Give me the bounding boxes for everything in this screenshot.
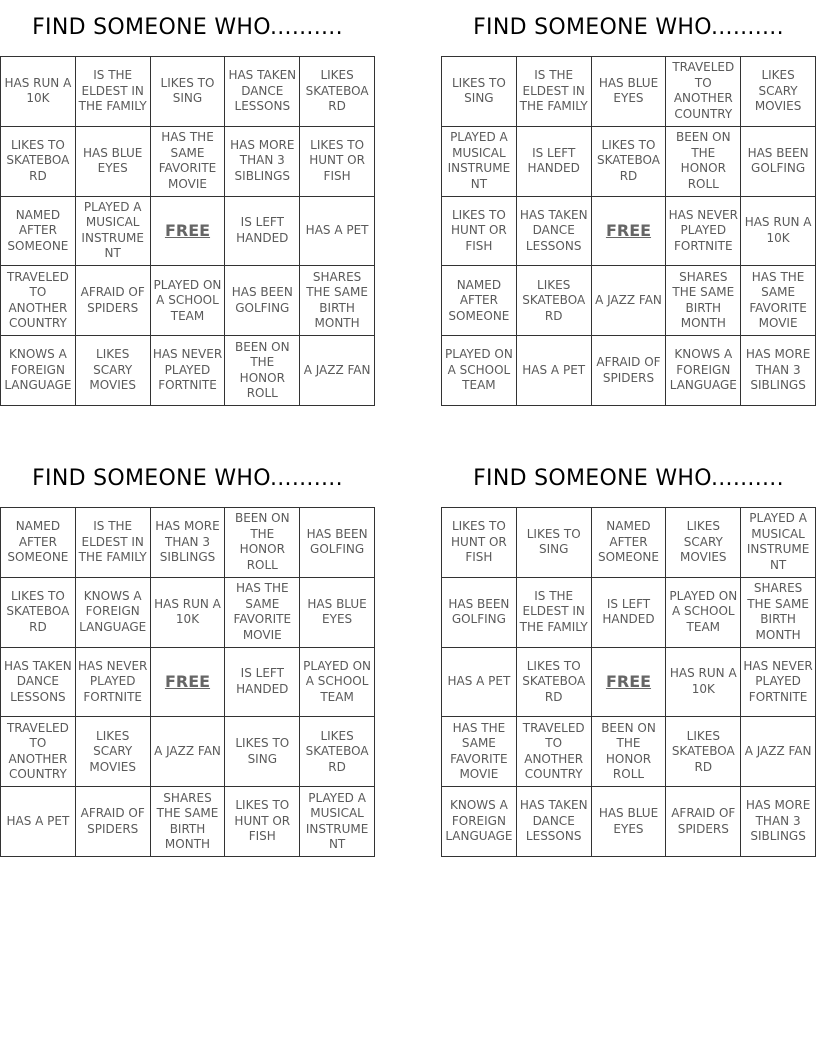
bingo-cell: LIKES TO HUNT OR FISH <box>225 787 300 857</box>
bingo-cell: KNOWS A FOREIGN LANGUAGE <box>666 336 741 406</box>
bingo-cell: HAS NEVER PLAYED FORTNITE <box>666 197 741 267</box>
bingo-cell: HAS MORE THAN 3 SIBLINGS <box>741 787 816 857</box>
bingo-cell: IS LEFT HANDED <box>592 578 667 648</box>
bingo-cell: HAS TAKEN DANCE LESSONS <box>517 197 592 267</box>
bingo-cell: HAS NEVER PLAYED FORTNITE <box>151 336 226 406</box>
bingo-cell: SHARES THE SAME BIRTH MONTH <box>741 578 816 648</box>
card-title: FIND SOMEONE WHO.......... <box>32 466 343 491</box>
bingo-cell: HAS TAKEN DANCE LESSONS <box>1 648 76 718</box>
bingo-cell: PLAYED A MUSICAL INSTRUMENT <box>300 787 375 857</box>
bingo-cell: KNOWS A FOREIGN LANGUAGE <box>1 336 76 406</box>
bingo-cell: KNOWS A FOREIGN LANGUAGE <box>442 787 517 857</box>
bingo-cell: LIKES SCARY MOVIES <box>741 57 816 127</box>
bingo-cell: LIKES TO SING <box>517 508 592 578</box>
bingo-cell: HAS THE SAME FAVORITE MOVIE <box>741 266 816 336</box>
card-title: FIND SOMEONE WHO.......... <box>32 15 343 40</box>
bingo-card-4 <box>441 451 816 857</box>
bingo-cell: HAS NEVER PLAYED FORTNITE <box>741 648 816 718</box>
bingo-cell: HAS RUN A 10K <box>151 578 226 648</box>
bingo-cell: AFRAID OF SPIDERS <box>76 266 151 336</box>
bingo-cell: PLAYED A MUSICAL INSTRUMENT <box>741 508 816 578</box>
bingo-cell: NAMED AFTER SOMEONE <box>1 197 76 267</box>
bingo-cell: TRAVELED TO ANOTHER COUNTRY <box>517 717 592 787</box>
bingo-cell: A JAZZ FAN <box>741 717 816 787</box>
bingo-cell: PLAYED ON A SCHOOL TEAM <box>300 648 375 718</box>
bingo-cell: LIKES TO HUNT OR FISH <box>300 127 375 197</box>
bingo-cell: PLAYED A MUSICAL INSTRUMENT <box>442 127 517 197</box>
bingo-cell: IS LEFT HANDED <box>225 197 300 267</box>
bingo-cell: HAS THE SAME FAVORITE MOVIE <box>225 578 300 648</box>
card-title: FIND SOMEONE WHO.......... <box>473 466 784 491</box>
bingo-card-1 <box>0 0 375 406</box>
bingo-cell: SHARES THE SAME BIRTH MONTH <box>666 266 741 336</box>
bingo-card-2 <box>441 0 816 406</box>
free-space-cell: FREE <box>592 197 667 267</box>
bingo-cell: IS THE ELDEST IN THE FAMILY <box>517 57 592 127</box>
bingo-cell: LIKES SCARY MOVIES <box>76 336 151 406</box>
bingo-cell: TRAVELED TO ANOTHER COUNTRY <box>1 266 76 336</box>
bingo-cell: BEEN ON THE HONOR ROLL <box>666 127 741 197</box>
bingo-cell: TRAVELED TO ANOTHER COUNTRY <box>666 57 741 127</box>
bingo-cell: LIKES TO SKATEBOARD <box>517 648 592 718</box>
bingo-cell: AFRAID OF SPIDERS <box>592 336 667 406</box>
bingo-cell: HAS BLUE EYES <box>76 127 151 197</box>
bingo-cell: LIKES SCARY MOVIES <box>666 508 741 578</box>
bingo-cell: LIKES TO HUNT OR FISH <box>442 197 517 267</box>
bingo-cell: LIKES TO SKATEBOARD <box>1 578 76 648</box>
bingo-cell: HAS BEEN GOLFING <box>225 266 300 336</box>
bingo-cell: HAS RUN A 10K <box>741 197 816 267</box>
bingo-cell: HAS MORE THAN 3 SIBLINGS <box>151 508 226 578</box>
bingo-cell: A JAZZ FAN <box>300 336 375 406</box>
bingo-cell: PLAYED A MUSICAL INSTRUMENT <box>76 197 151 267</box>
bingo-cell: HAS TAKEN DANCE LESSONS <box>225 57 300 127</box>
bingo-cell: PLAYED ON A SCHOOL TEAM <box>666 578 741 648</box>
bingo-cell: LIKES SKATEBOARD <box>300 57 375 127</box>
bingo-cell: BEEN ON THE HONOR ROLL <box>225 336 300 406</box>
bingo-cell: LIKES TO HUNT OR FISH <box>442 508 517 578</box>
bingo-cell: IS THE ELDEST IN THE FAMILY <box>76 57 151 127</box>
bingo-cell: NAMED AFTER SOMEONE <box>1 508 76 578</box>
bingo-cell: HAS THE SAME FAVORITE MOVIE <box>151 127 226 197</box>
free-space-cell: FREE <box>151 648 226 718</box>
bingo-cell: IS THE ELDEST IN THE FAMILY <box>517 578 592 648</box>
bingo-cell: HAS MORE THAN 3 SIBLINGS <box>741 336 816 406</box>
bingo-cell: LIKES TO SING <box>225 717 300 787</box>
bingo-grid <box>0 507 375 857</box>
bingo-cell: HAS MORE THAN 3 SIBLINGS <box>225 127 300 197</box>
bingo-cell: LIKES TO SING <box>442 57 517 127</box>
bingo-grid <box>441 56 816 406</box>
bingo-cell: HAS NEVER PLAYED FORTNITE <box>76 648 151 718</box>
bingo-cell: BEEN ON THE HONOR ROLL <box>592 717 667 787</box>
bingo-cell: HAS A PET <box>1 787 76 857</box>
bingo-cell: NAMED AFTER SOMEONE <box>442 266 517 336</box>
bingo-cell: LIKES SKATEBOARD <box>300 717 375 787</box>
bingo-cell: PLAYED ON A SCHOOL TEAM <box>442 336 517 406</box>
bingo-card-3 <box>0 451 375 857</box>
bingo-cell: LIKES SKATEBOARD <box>517 266 592 336</box>
bingo-cell: A JAZZ FAN <box>151 717 226 787</box>
bingo-cell: HAS THE SAME FAVORITE MOVIE <box>442 717 517 787</box>
free-space-cell: FREE <box>151 197 226 267</box>
bingo-grid <box>0 56 375 406</box>
bingo-cell: HAS BEEN GOLFING <box>741 127 816 197</box>
bingo-cell: HAS BLUE EYES <box>592 787 667 857</box>
free-space-cell: FREE <box>592 648 667 718</box>
bingo-cell: LIKES TO SKATEBOARD <box>592 127 667 197</box>
bingo-cell: IS THE ELDEST IN THE FAMILY <box>76 508 151 578</box>
bingo-cell: HAS TAKEN DANCE LESSONS <box>517 787 592 857</box>
bingo-cell: IS LEFT HANDED <box>225 648 300 718</box>
bingo-cell: HAS BLUE EYES <box>300 578 375 648</box>
bingo-cell: HAS A PET <box>517 336 592 406</box>
bingo-cell: PLAYED ON A SCHOOL TEAM <box>151 266 226 336</box>
bingo-cell: KNOWS A FOREIGN LANGUAGE <box>76 578 151 648</box>
bingo-cell: IS LEFT HANDED <box>517 127 592 197</box>
bingo-cell: SHARES THE SAME BIRTH MONTH <box>300 266 375 336</box>
bingo-cell: HAS BEEN GOLFING <box>442 578 517 648</box>
bingo-cell: BEEN ON THE HONOR ROLL <box>225 508 300 578</box>
bingo-cell: LIKES TO SKATEBOARD <box>1 127 76 197</box>
bingo-cell: HAS RUN A 10K <box>666 648 741 718</box>
card-title: FIND SOMEONE WHO.......... <box>473 15 784 40</box>
bingo-cell: HAS BEEN GOLFING <box>300 508 375 578</box>
bingo-cell: TRAVELED TO ANOTHER COUNTRY <box>1 717 76 787</box>
bingo-cell: A JAZZ FAN <box>592 266 667 336</box>
bingo-cell: HAS BLUE EYES <box>592 57 667 127</box>
bingo-cell: LIKES SCARY MOVIES <box>76 717 151 787</box>
bingo-cell: AFRAID OF SPIDERS <box>76 787 151 857</box>
bingo-cell: NAMED AFTER SOMEONE <box>592 508 667 578</box>
bingo-cell: LIKES SKATEBOARD <box>666 717 741 787</box>
bingo-cell: HAS A PET <box>442 648 517 718</box>
bingo-cell: AFRAID OF SPIDERS <box>666 787 741 857</box>
bingo-cell: LIKES TO SING <box>151 57 226 127</box>
bingo-grid <box>441 507 816 857</box>
bingo-cell: SHARES THE SAME BIRTH MONTH <box>151 787 226 857</box>
bingo-cell: HAS A PET <box>300 197 375 267</box>
bingo-cell: HAS RUN A 10K <box>1 57 76 127</box>
